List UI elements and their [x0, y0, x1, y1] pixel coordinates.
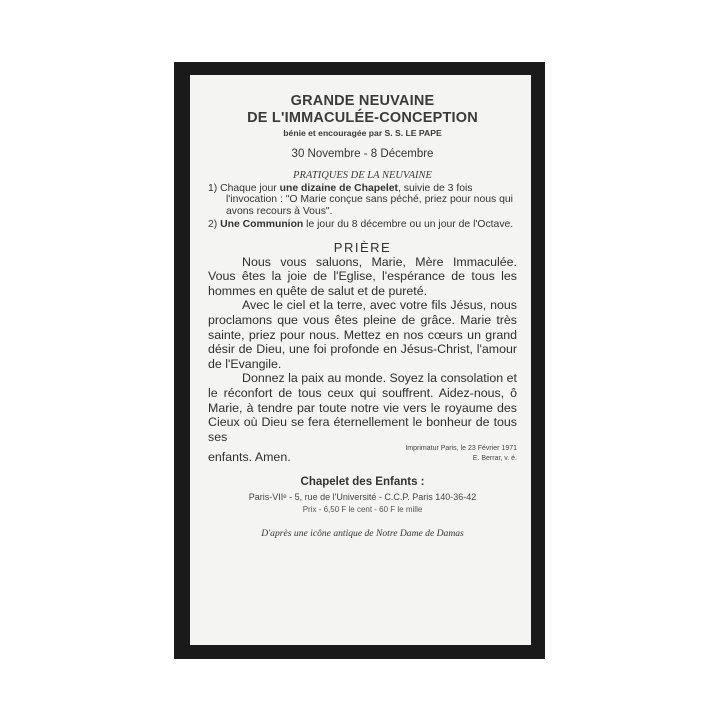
- practice-1-rest: , suivie de 3 fois l'invocation : "O Marie conçue sans péché, priez pour nous qui avons recours à Vous".: [226, 183, 513, 217]
- novena-dates: 30 Novembre - 8 Décembre: [291, 148, 434, 160]
- prayer-card: [190, 75, 531, 645]
- practice-item-1: [208, 183, 517, 217]
- publisher-address: Paris-VIIᵉ - 5, rue de l'Université - C.C.P. Paris 140-36-42: [248, 492, 477, 503]
- practice-1-prefix: 1) Chaque jour: [208, 183, 280, 194]
- prayer-paragraph-1: Nous vous saluons, Marie, Mère Immaculée. Vous êtes la joie de l'Eglise, l'espérance de tous les hommes en quête de salut et de pureté.: [208, 254, 517, 298]
- practice-2-prefix: 2): [208, 219, 221, 231]
- title-line-1: GRANDE NEUVAINE: [290, 93, 435, 109]
- subtitle: bénie et encouragée par S. S. LE PAPE: [283, 128, 442, 138]
- practices-heading: PRATIQUES DE LA NEUVAINE: [293, 170, 432, 181]
- publisher-name: Chapelet des Enfants :: [300, 476, 425, 489]
- practice-1-bold: une dizaine de Chapelet: [279, 183, 398, 194]
- prayer-heading: PRIÈRE: [333, 239, 392, 255]
- prayer-text: [208, 255, 517, 465]
- image-credit: D'après une icône antique de Notre Dame de Damas: [261, 528, 464, 540]
- imprimatur: [405, 444, 517, 464]
- practice-item-2: [208, 219, 517, 230]
- imprimatur-line-2: E. Berrar, v. é.: [472, 455, 517, 463]
- title-line-2: DE L'IMMACULÉE-CONCEPTION: [247, 110, 478, 126]
- price-line: Prix - 6,50 F le cent - 60 F le mille: [302, 505, 423, 515]
- practice-2-rest: le jour du 8 décembre ou un jour de l'Octave.: [303, 219, 514, 231]
- practice-2-bold: Une Communion: [220, 219, 304, 231]
- prayer-paragraph-2: Avec le ciel et la terre, avec votre fils Jésus, nous proclamons que vous êtes pleine de grâce. Marie très sainte, priez pour nous. Mettez en nos cœurs un grand désir de Dieu, une foi profonde en Jésus-Christ, l'amour de l'Evangile.: [208, 298, 517, 371]
- prayer-amen: enfants. Amen.: [208, 449, 291, 464]
- imprimatur-line-1: Imprimatur Paris, le 23 Février 1971: [405, 445, 517, 453]
- prayer-closing-row: [208, 444, 517, 464]
- prayer-paragraph-3: Donnez la paix au monde. Soyez la consolation et le réconfort de tous ceux qui souffrent. Aidez-nous, ô Marie, à tendre par toute notre vie vers le royaume des Cieux où Dieu se fera éternellement le bonheur de tous ses: [208, 371, 517, 444]
